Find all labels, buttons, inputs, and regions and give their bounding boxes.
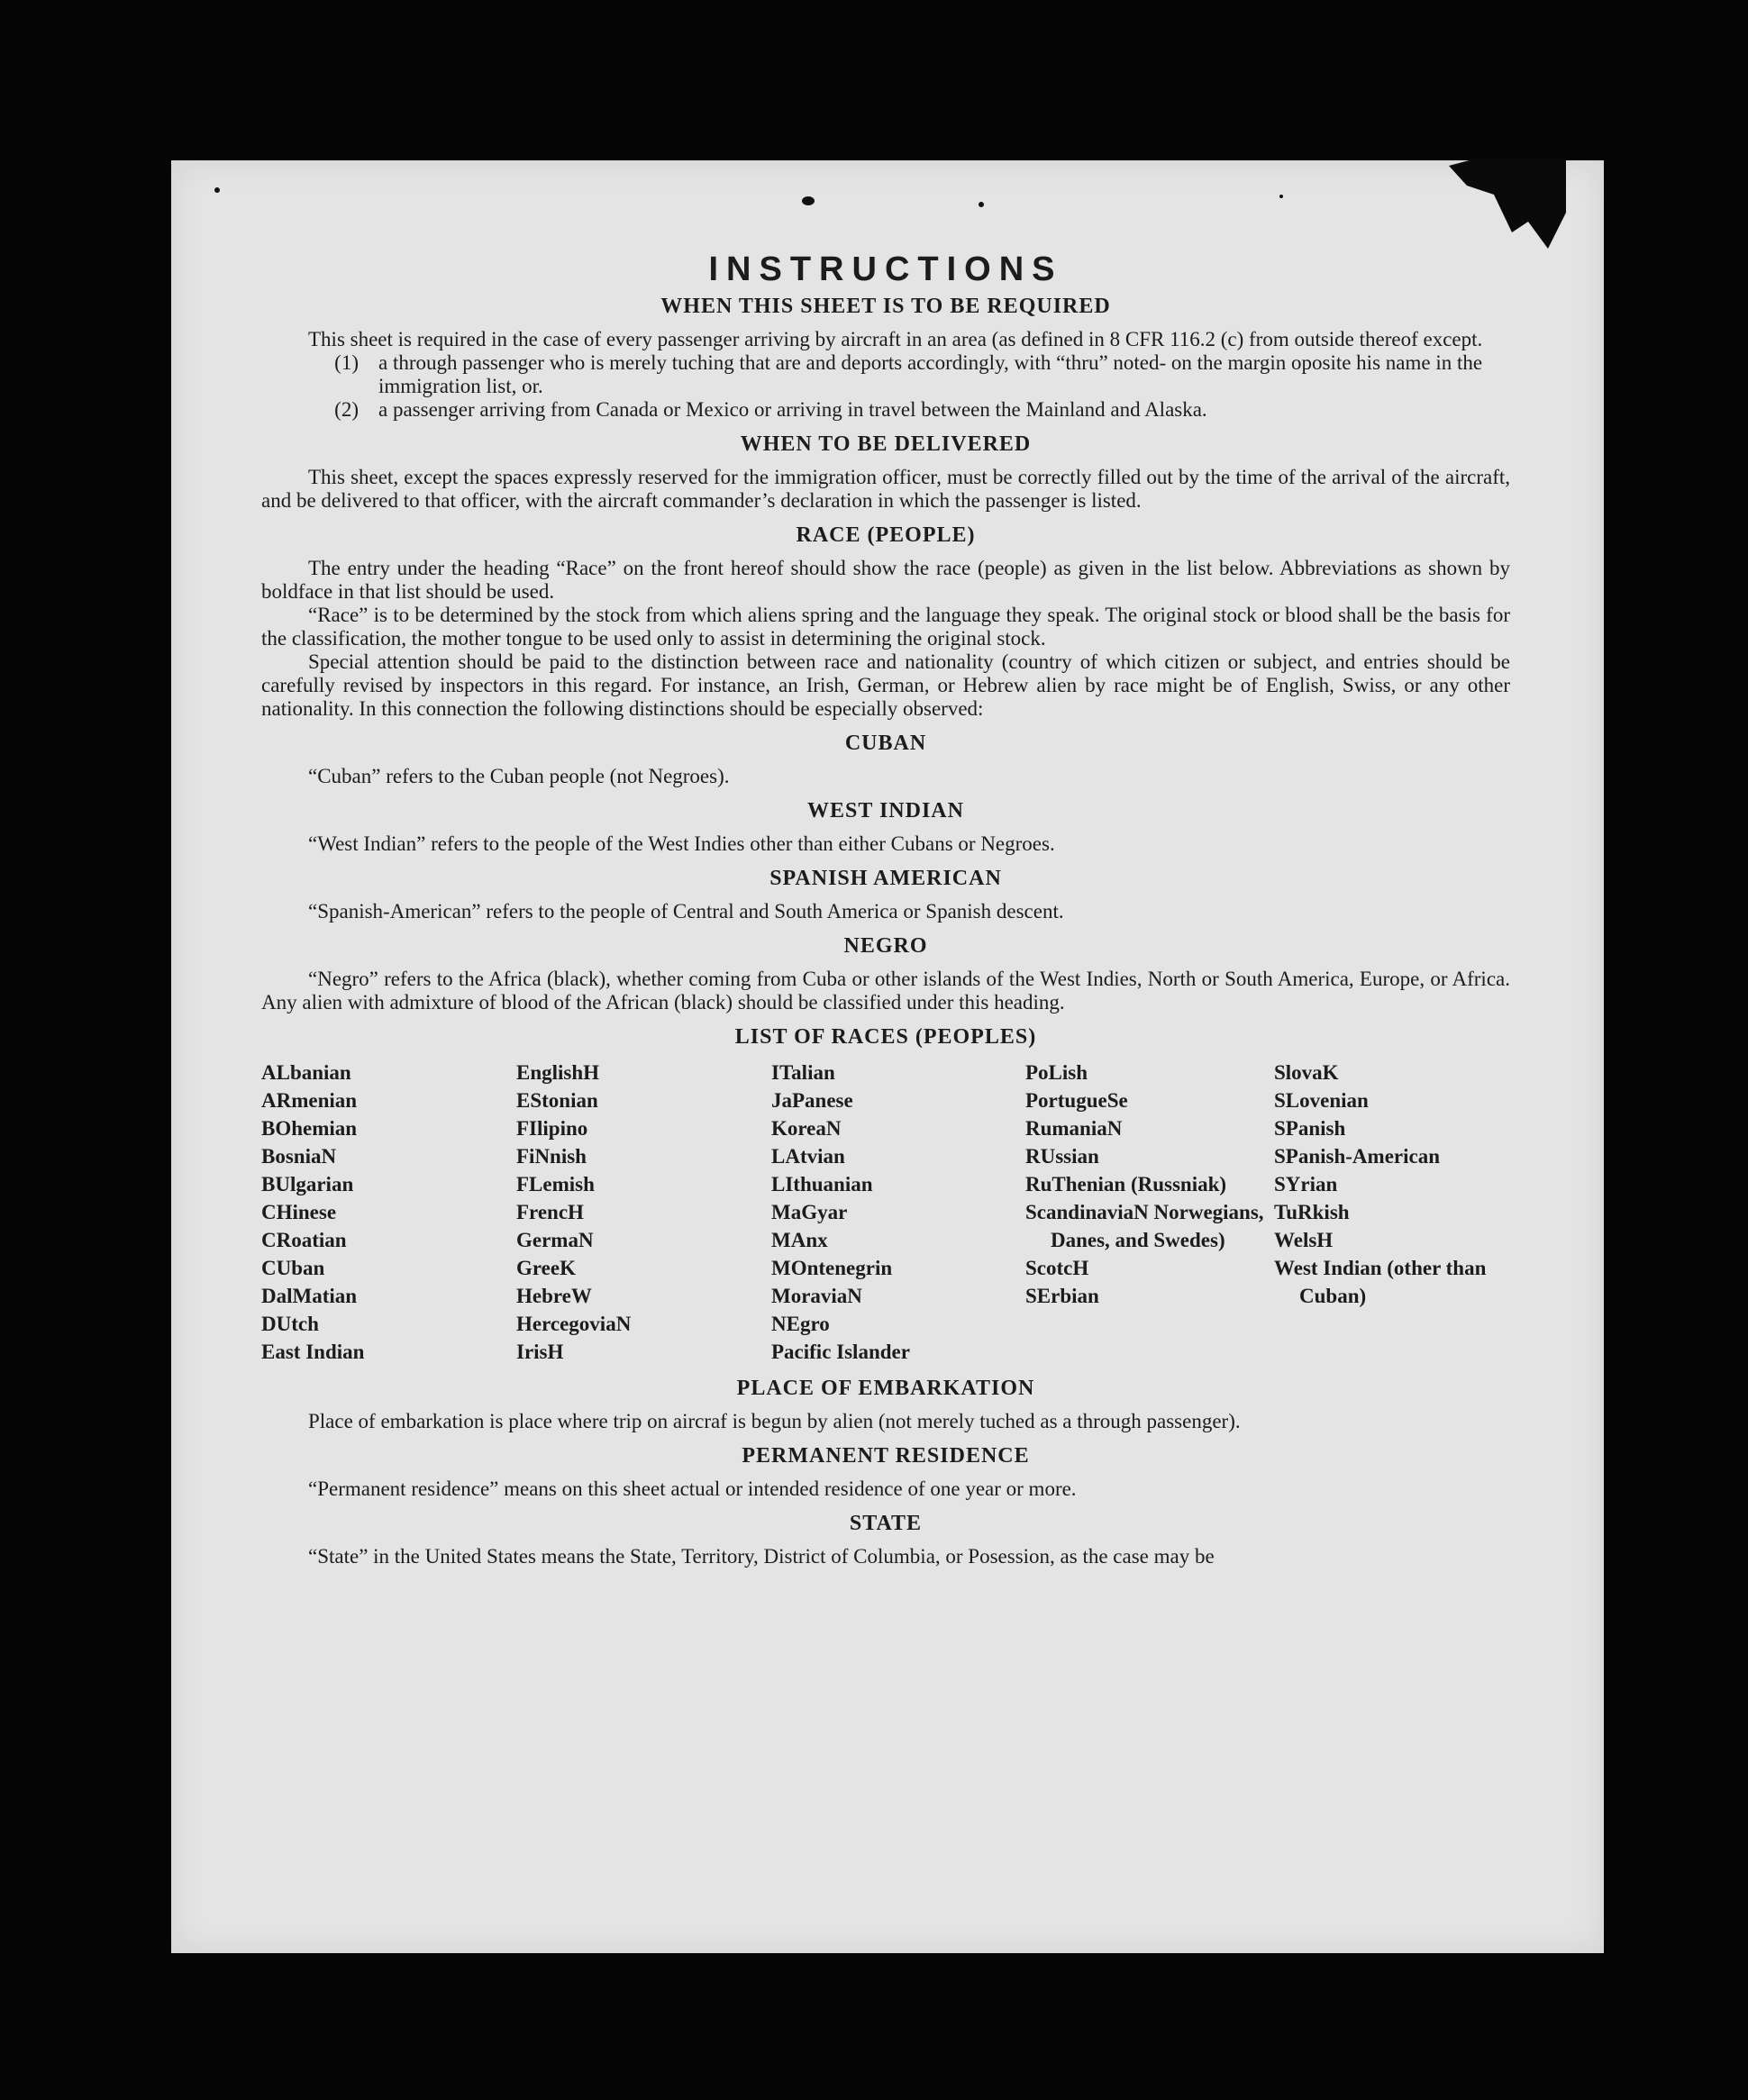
exception-text: a passenger arriving from Canada or Mexico or arriving in travel between the Mainland and Alaska. xyxy=(378,398,1207,421)
speck-mark xyxy=(979,202,984,207)
race-entry: SPanish-American xyxy=(1274,1145,1440,1168)
heading-cuban: CUBAN xyxy=(844,732,927,755)
race-entry: FiNnish xyxy=(516,1145,587,1168)
race-entry: SlovaK xyxy=(1274,1061,1339,1084)
speck-mark xyxy=(1279,195,1283,198)
race-entry: FLemish xyxy=(516,1173,595,1195)
race-column xyxy=(771,1059,1025,1366)
race-entry: EStonian xyxy=(516,1089,598,1112)
race-paragraph: The entry under the heading “Race” on the front hereof should show the race (people) as given in the list below. Abbreviations as shown by boldface in that list should be used. xyxy=(261,557,1510,603)
when-required-intro: This sheet is required in the case of every passenger arriving by aircraft in an area (as defined in 8 CFR 116.2 (c) from outside thereof except. xyxy=(308,328,1483,350)
race-entry: ALbanian xyxy=(261,1061,351,1084)
heading-embarkation: PLACE OF EMBARKATION xyxy=(736,1377,1035,1400)
race-entry: SErbian xyxy=(1025,1285,1099,1307)
race-entry: RuThenian (Russniak) xyxy=(1025,1173,1227,1195)
race-column xyxy=(516,1059,771,1366)
race-entry: BUlgarian xyxy=(261,1173,354,1195)
race-entry: HebreW xyxy=(516,1285,592,1307)
race-column xyxy=(261,1059,516,1366)
race-entry: BosniaN xyxy=(261,1145,337,1168)
race-entry: RumaniaN xyxy=(1025,1117,1123,1140)
race-entry: BOhemian xyxy=(261,1117,358,1140)
state-text: “State” in the United States means the State, Territory, District of Columbia, or Posession, as the case may be xyxy=(308,1545,1215,1568)
race-entry: SYrian xyxy=(1274,1173,1338,1195)
race-entry: KoreaN xyxy=(771,1117,842,1140)
race-entry: SLovenian xyxy=(1274,1089,1369,1112)
torn-corner-mark xyxy=(1440,159,1566,258)
race-entry: MoraviaN xyxy=(771,1285,862,1307)
race-entry: ARmenian xyxy=(261,1089,358,1112)
race-entry: LIthuanian xyxy=(771,1173,873,1195)
spanish-american-text: “Spanish-American” refers to the people of Central and South America or Spanish descent. xyxy=(308,900,1064,923)
race-entry: RUssian xyxy=(1025,1145,1099,1168)
cuban-text: “Cuban” refers to the Cuban people (not Negroes). xyxy=(308,765,730,787)
race-entry: ScandinaviaN Norwegians, Danes, and Swedes) xyxy=(1025,1201,1264,1251)
exception-number: (2) xyxy=(334,398,359,421)
race-column xyxy=(1025,1059,1274,1366)
heading-negro: NEGRO xyxy=(843,934,928,958)
race-entry: ScotcH xyxy=(1025,1257,1089,1279)
race-entry: JaPanese xyxy=(771,1089,853,1112)
race-entry: NEgro xyxy=(771,1313,830,1335)
race-entry: IrisH xyxy=(516,1341,564,1363)
race-entry: CUban xyxy=(261,1257,325,1279)
heading-race: RACE (PEOPLE) xyxy=(796,523,976,547)
document-content xyxy=(261,250,1510,1568)
race-entry: CRoatian xyxy=(261,1229,347,1251)
heading-when-delivered: WHEN TO BE DELIVERED xyxy=(740,432,1032,456)
race-list xyxy=(261,1059,1510,1366)
exception-item xyxy=(261,398,1510,422)
race-entry: DUtch xyxy=(261,1313,319,1335)
heading-permanent-residence: PERMANENT RESIDENCE xyxy=(742,1444,1030,1468)
race-entry: LAtvian xyxy=(771,1145,845,1168)
race-entry: West Indian (other than Cuban) xyxy=(1274,1257,1487,1307)
document-page xyxy=(171,160,1604,1953)
race-entry: MaGyar xyxy=(771,1201,848,1223)
race-column xyxy=(1274,1059,1510,1366)
race-entry: GreeK xyxy=(516,1257,576,1279)
embarkation-text: Place of embarkation is place where trip on aircraf is begun by alien (not merely tuched as a through passenger). xyxy=(308,1410,1241,1432)
document-title: INSTRUCTIONS xyxy=(708,250,1063,288)
exception-item xyxy=(261,351,1510,398)
race-entry: MAnx xyxy=(771,1229,828,1251)
heading-west-indian: WEST INDIAN xyxy=(807,799,964,823)
heading-state: STATE xyxy=(849,1512,923,1535)
heading-when-required: WHEN THIS SHEET IS TO BE REQUIRED xyxy=(660,295,1111,318)
race-entry: GermaN xyxy=(516,1229,594,1251)
when-delivered-text: This sheet, except the spaces expressly reserved for the immigration officer, must be correctly filled out by the time of the arrival of the aircraft, and be delivered to that officer, with the aircraft commander’s declaration in which the passenger is listed. xyxy=(261,466,1510,512)
race-entry: ITalian xyxy=(771,1061,835,1084)
race-entry: East Indian xyxy=(261,1341,365,1363)
race-entry: Pacific Islander xyxy=(771,1341,910,1363)
exception-text: a through passenger who is merely tuching that are and deports accordingly, with “thru” noted- on the margin oposite his name in the immigration list, or. xyxy=(378,351,1483,397)
west-indian-text: “West Indian” refers to the people of the West Indies other than either Cubans or Negroes. xyxy=(308,832,1055,855)
race-entry: HercegoviaN xyxy=(516,1313,632,1335)
heading-list-of-races: LIST OF RACES (PEOPLES) xyxy=(734,1025,1037,1049)
race-paragraph: Special attention should be paid to the distinction between race and nationality (country of which citizen or subject, and entries should be carefully revised by inspectors in this regard. For instance, an Irish, German, or Hebrew alien by race might be of English, Swiss, or any other nationality. In this connection the following distinctions should be especially observed: xyxy=(261,650,1510,720)
race-entry: CHinese xyxy=(261,1201,337,1223)
negro-text: “Negro” refers to the Africa (black), whether coming from Cuba or other islands of the West Indies, North or South America, Europe, or Africa. Any alien with admixture of blood of the African (black) should be classified under this heading. xyxy=(261,968,1510,1014)
race-entry: PortugueSe xyxy=(1025,1089,1128,1112)
residence-text: “Permanent residence” means on this sheet actual or intended residence of one year or more. xyxy=(308,1477,1077,1500)
exception-number: (1) xyxy=(334,351,359,374)
speck-mark xyxy=(214,187,220,193)
race-entry: WelsH xyxy=(1274,1229,1334,1251)
race-entry: DalMatian xyxy=(261,1285,358,1307)
race-entry: MOntenegrin xyxy=(771,1257,893,1279)
race-entry: EnglishH xyxy=(516,1061,600,1084)
race-entry: FIlipino xyxy=(516,1117,588,1140)
race-paragraph: “Race” is to be determined by the stock from which aliens spring and the language they speak. The original stock or blood shall be the basis for the classification, the mother tongue to be used only to assist in determining the original stock. xyxy=(261,604,1510,650)
race-entry: PoLish xyxy=(1025,1061,1088,1084)
speck-mark xyxy=(802,196,815,205)
race-entry: TuRkish xyxy=(1274,1201,1350,1223)
race-entry: SPanish xyxy=(1274,1117,1346,1140)
heading-spanish-american: SPANISH AMERICAN xyxy=(769,867,1002,890)
race-entry: FrencH xyxy=(516,1201,584,1223)
